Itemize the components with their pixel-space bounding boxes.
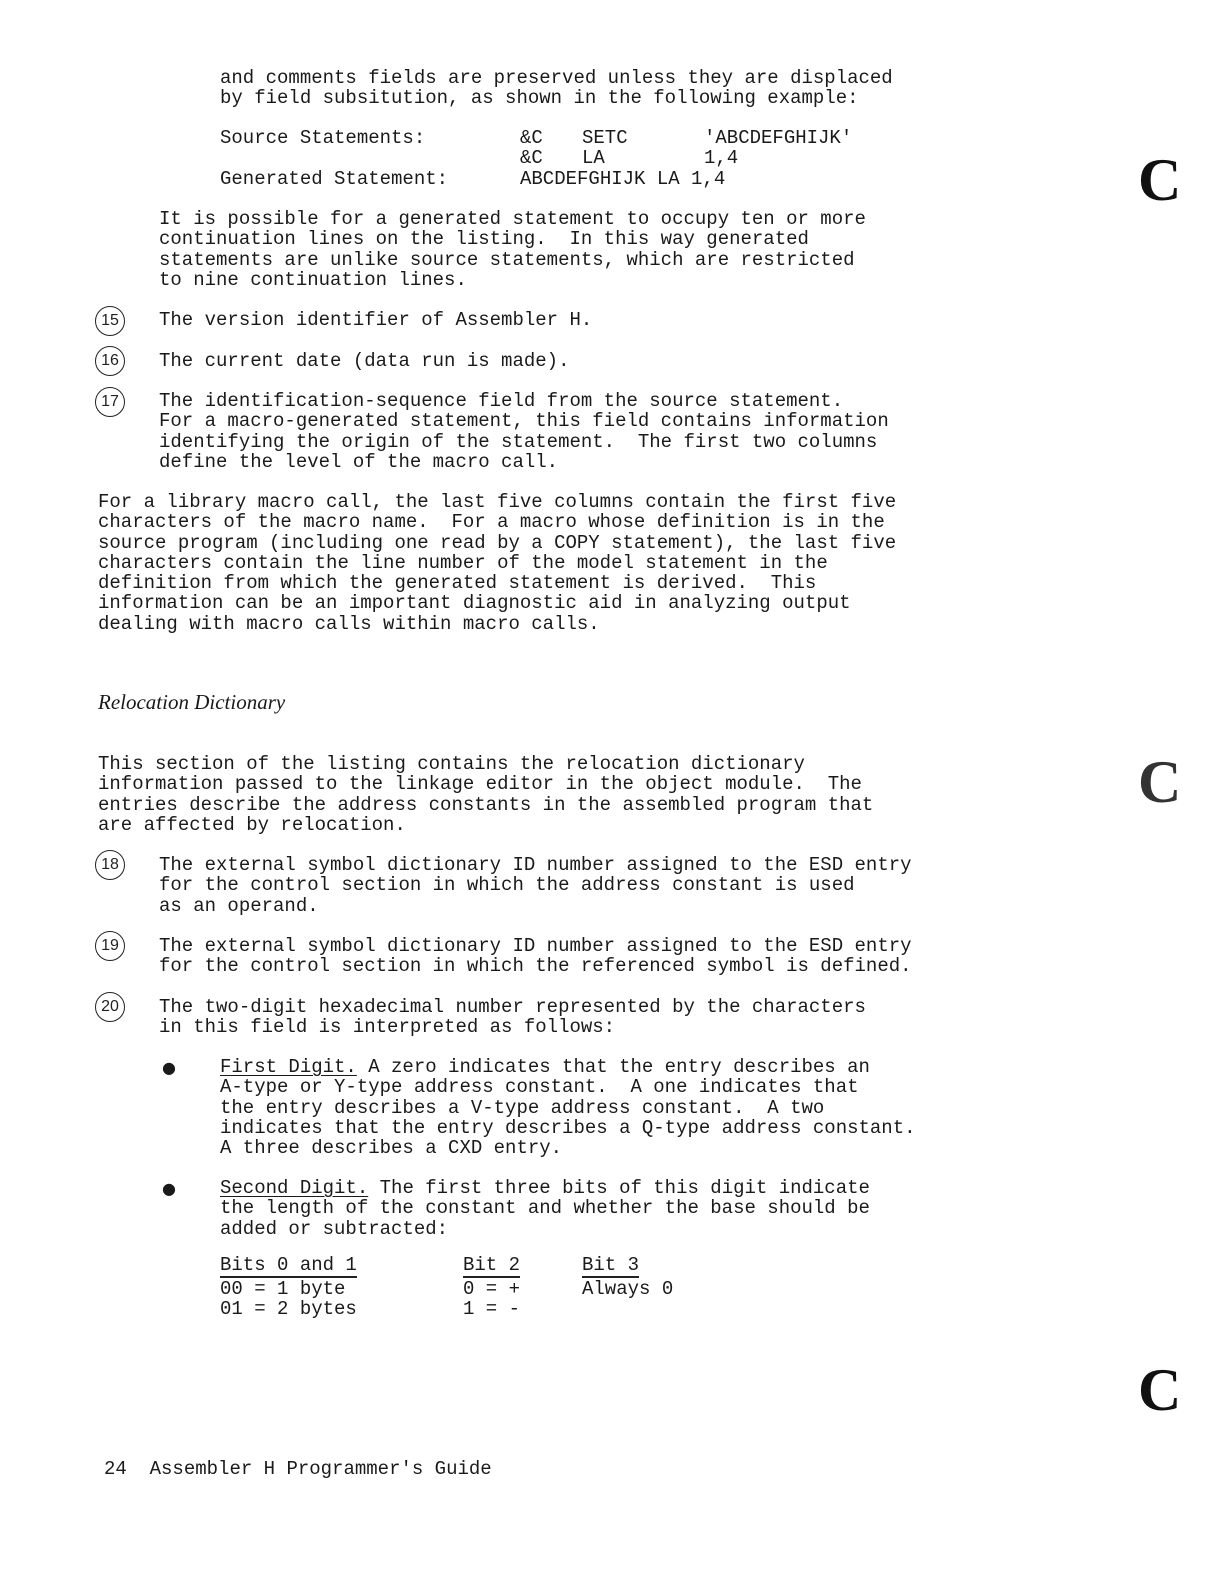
first-digit-term: First Digit.	[220, 1056, 357, 1078]
text-line: are affected by relocation.	[98, 813, 406, 836]
example-src1-name: &C	[520, 127, 543, 149]
table-cell: 0 = +	[463, 1278, 521, 1300]
text-line: A-type or Y-type address constant. A one indicates that	[220, 1076, 859, 1099]
table-header: Bit 2	[463, 1255, 520, 1278]
generated-statement-label: Generated Statement:	[220, 168, 449, 190]
text-line: This section of the listing contains the relocation dictionary	[98, 753, 805, 775]
table-cell: 1 = -	[463, 1298, 521, 1320]
example-block	[220, 128, 920, 192]
item-19-text	[159, 936, 912, 977]
punch-hole-icon: C	[1138, 1357, 1182, 1423]
example-src2-op: LA	[582, 147, 605, 169]
item-20-text	[159, 997, 866, 1038]
text-line: information passed to the linkage editor in the object module. The	[98, 773, 862, 796]
example-generated: ABCDEFGHIJK LA 1,4	[520, 168, 726, 190]
text-line: in this field is interpreted as follows:	[159, 1016, 616, 1039]
page-number: 24	[104, 1458, 127, 1480]
footer-title: Assembler H Programmer's Guide	[149, 1458, 492, 1480]
callout-number-15: 15	[95, 306, 125, 336]
punch-hole-icon: C	[1138, 749, 1182, 815]
text-line: A three describes a CXD entry.	[220, 1137, 563, 1160]
punch-hole-icon: C	[1138, 147, 1182, 213]
text-line: characters of the macro name. For a macro whose definition is in the	[98, 511, 885, 534]
item-18-text	[159, 855, 912, 916]
text-line: statements are unlike source statements, which are restricted	[159, 248, 855, 271]
text-line: The two-digit hexadecimal number represented by the characters	[159, 996, 866, 1018]
text-line: It is possible for a generated statement to occupy ten or more	[159, 208, 866, 230]
text-line: The identification-sequence field from the source statement.	[159, 390, 844, 412]
text-line: as an operand.	[159, 894, 319, 917]
text-line: continuation lines on the listing. In this way generated	[159, 228, 809, 251]
relocation-paragraph	[98, 754, 873, 835]
source-statements-label: Source Statements:	[220, 127, 426, 149]
first-digit-bullet	[220, 1057, 916, 1158]
item-17-text	[159, 391, 889, 472]
callout-number-19: 19	[95, 931, 125, 961]
table-header: Bits 0 and 1	[220, 1255, 357, 1278]
text-line: dealing with macro calls within macro calls.	[98, 612, 600, 635]
item-16-text	[159, 351, 569, 371]
text-line: indicates that the entry describes a Q-type address constant.	[220, 1116, 916, 1139]
text-line: For a library macro call, the last five columns contain the first five	[98, 491, 897, 513]
text-line: The current date (data run is made).	[159, 350, 570, 372]
example-src1-op: SETC	[582, 127, 628, 149]
text-line: information can be an important diagnostic aid in analyzing output	[98, 592, 851, 615]
text-fragment: A zero indicates that the entry describes an	[356, 1056, 870, 1078]
second-digit-term: Second Digit.	[220, 1177, 369, 1199]
example-src2-operand: 1,4	[704, 147, 739, 169]
text-line: for the control section in which the address constant is used	[159, 874, 855, 897]
bullet-icon: ●	[162, 1179, 176, 1198]
bits-table	[220, 1255, 740, 1325]
second-digit-bullet	[220, 1178, 870, 1239]
bullet-icon: ●	[162, 1058, 176, 1077]
callout-number-16: 16	[95, 346, 125, 376]
text-line: For a macro-generated statement, this field contains information	[159, 410, 889, 433]
text-line: the entry describes a V-type address constant. A two	[220, 1096, 825, 1119]
intro-paragraph	[220, 68, 893, 109]
text-line: The external symbol dictionary ID number assigned to the ESD entry	[159, 935, 912, 957]
example-src1-operand: 'ABCDEFGHIJK'	[704, 127, 853, 149]
text-line: entries describe the address constants in the assembled program that	[98, 793, 874, 816]
text-line: definition from which the generated statement is derived. This	[98, 572, 817, 595]
text-line: define the level of the macro call.	[159, 450, 559, 473]
text-line: source program (including one read by a COPY statement), the last five	[98, 531, 897, 554]
text-line: by field subsitution, as shown in the following example:	[220, 87, 859, 110]
text-line: to nine continuation lines.	[159, 268, 467, 291]
text-line: for the control section in which the referenced symbol is defined.	[159, 955, 912, 978]
text-line: The version identifier of Assembler H.	[159, 309, 593, 331]
table-cell: 01 = 2 bytes	[220, 1298, 357, 1320]
text-line: added or subtracted:	[220, 1217, 449, 1240]
table-header: Bit 3	[582, 1255, 639, 1278]
callout-number-17: 17	[95, 387, 125, 417]
example-src2-name: &C	[520, 147, 543, 169]
item-15-text	[159, 310, 592, 330]
text-fragment: The first three bits of this digit indicate	[368, 1177, 870, 1199]
text-line: identifying the origin of the statement. The first two columns	[159, 430, 878, 453]
library-macro-paragraph	[98, 492, 896, 634]
continuation-paragraph	[159, 209, 866, 290]
callout-number-18: 18	[95, 850, 125, 880]
text-line: the length of the constant and whether the base should be	[220, 1197, 870, 1220]
text-line: and comments fields are preserved unless they are displaced	[220, 67, 893, 89]
section-heading: Relocation Dictionary	[98, 690, 286, 714]
table-cell: Always 0	[582, 1278, 674, 1300]
text-line: characters contain the line number of the model statement in the	[98, 551, 828, 574]
text-line: The external symbol dictionary ID number assigned to the ESD entry	[159, 854, 912, 876]
callout-number-20: 20	[95, 992, 125, 1022]
table-cell: 00 = 1 byte	[220, 1278, 346, 1300]
page-footer	[104, 1459, 492, 1479]
